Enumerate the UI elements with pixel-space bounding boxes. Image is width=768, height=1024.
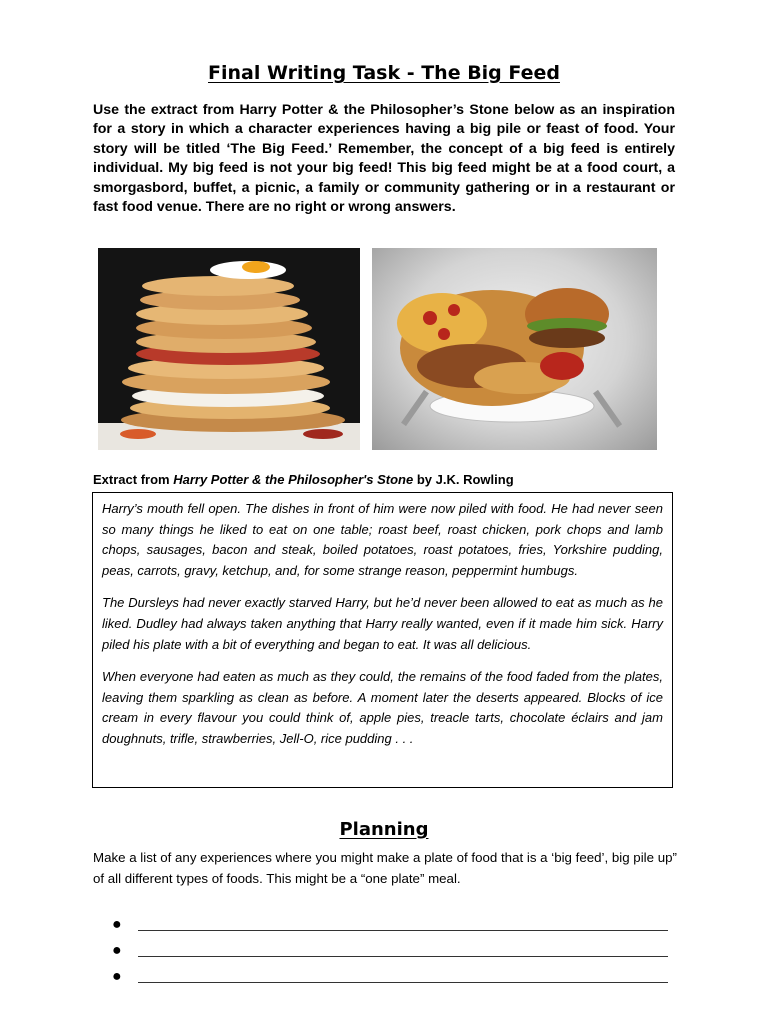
bullet-icon: ● [112,968,122,985]
planning-instructions: Make a list of any experiences where you might make a plate of food that is a ‘big feed’, big pile up” of all different types of foods. This might be a “one plate” meal. [93,850,677,886]
extract-paragraph: The Dursleys had never exactly starved Harry, but he’d never been allowed to eat as much as he liked. Dudley had always taken anything that Harry really wanted, even if it made him sick. Harry piled his plate with a bit of everything and began to eat. It was all delicious. [102,595,663,652]
answer-line[interactable] [138,942,668,957]
list-item [112,933,682,959]
planning-heading: Planning [339,819,429,840]
extract-caption-prefix: Extract from [93,472,174,487]
extract-box [92,492,673,788]
list-item [112,907,682,933]
page-title: Final Writing Task - The Big Feed [208,62,560,84]
pancake-stack-image [98,248,360,450]
extract-paragraph: Harry’s mouth fell open. The dishes in front of him were now piled with food. He had never seen so many things he liked to eat on one table; roast beef, roast chicken, pork chops and lamb chops, sausages, bacon and steak, boiled potatoes, roast potatoes, fries, Yorkshire pudding, peas, carrots, gravy, ketchup, and, for some strange reason, peppermint humbugs. [102,501,663,578]
task-instructions: Use the extract from Harry Potter & the Philosopher’s Stone below as an inspiration for a story in which a character experiences having a big pile or feast of food. Your story will be titled ‘The Big Feed.’ Remember, the concept of a big feed is entirely individual. My big feed is not your big feed! This big feed might be at a food court, a smorgasbord, buffet, a picnic, a family or community gathering or in a restaurant or fast food venue. There are no right or wrong answers. [93,102,675,216]
planning-list [112,907,682,985]
list-item [112,959,682,985]
fast-food-plate-image [372,248,657,450]
extract-paragraph: When everyone had eaten as much as they could, the remains of the food faded from the plates, leaving them sparkling as clean as before. A moment later the deserts appeared. Blocks of ice cream in every flavour you could think of, apple pies, treacle tarts, chocolate éclairs and jam doughnuts, trifle, strawberries, Jell-O, rice pudding . . . [102,669,663,746]
bullet-icon: ● [112,916,122,933]
extract-caption-book-title: Harry Potter & the Philosopher's Stone [173,472,414,487]
answer-line[interactable] [138,916,668,931]
bullet-icon: ● [112,942,122,959]
answer-line[interactable] [138,968,668,983]
extract-caption [93,472,514,487]
extract-caption-suffix: by J.K. Rowling [413,472,514,487]
